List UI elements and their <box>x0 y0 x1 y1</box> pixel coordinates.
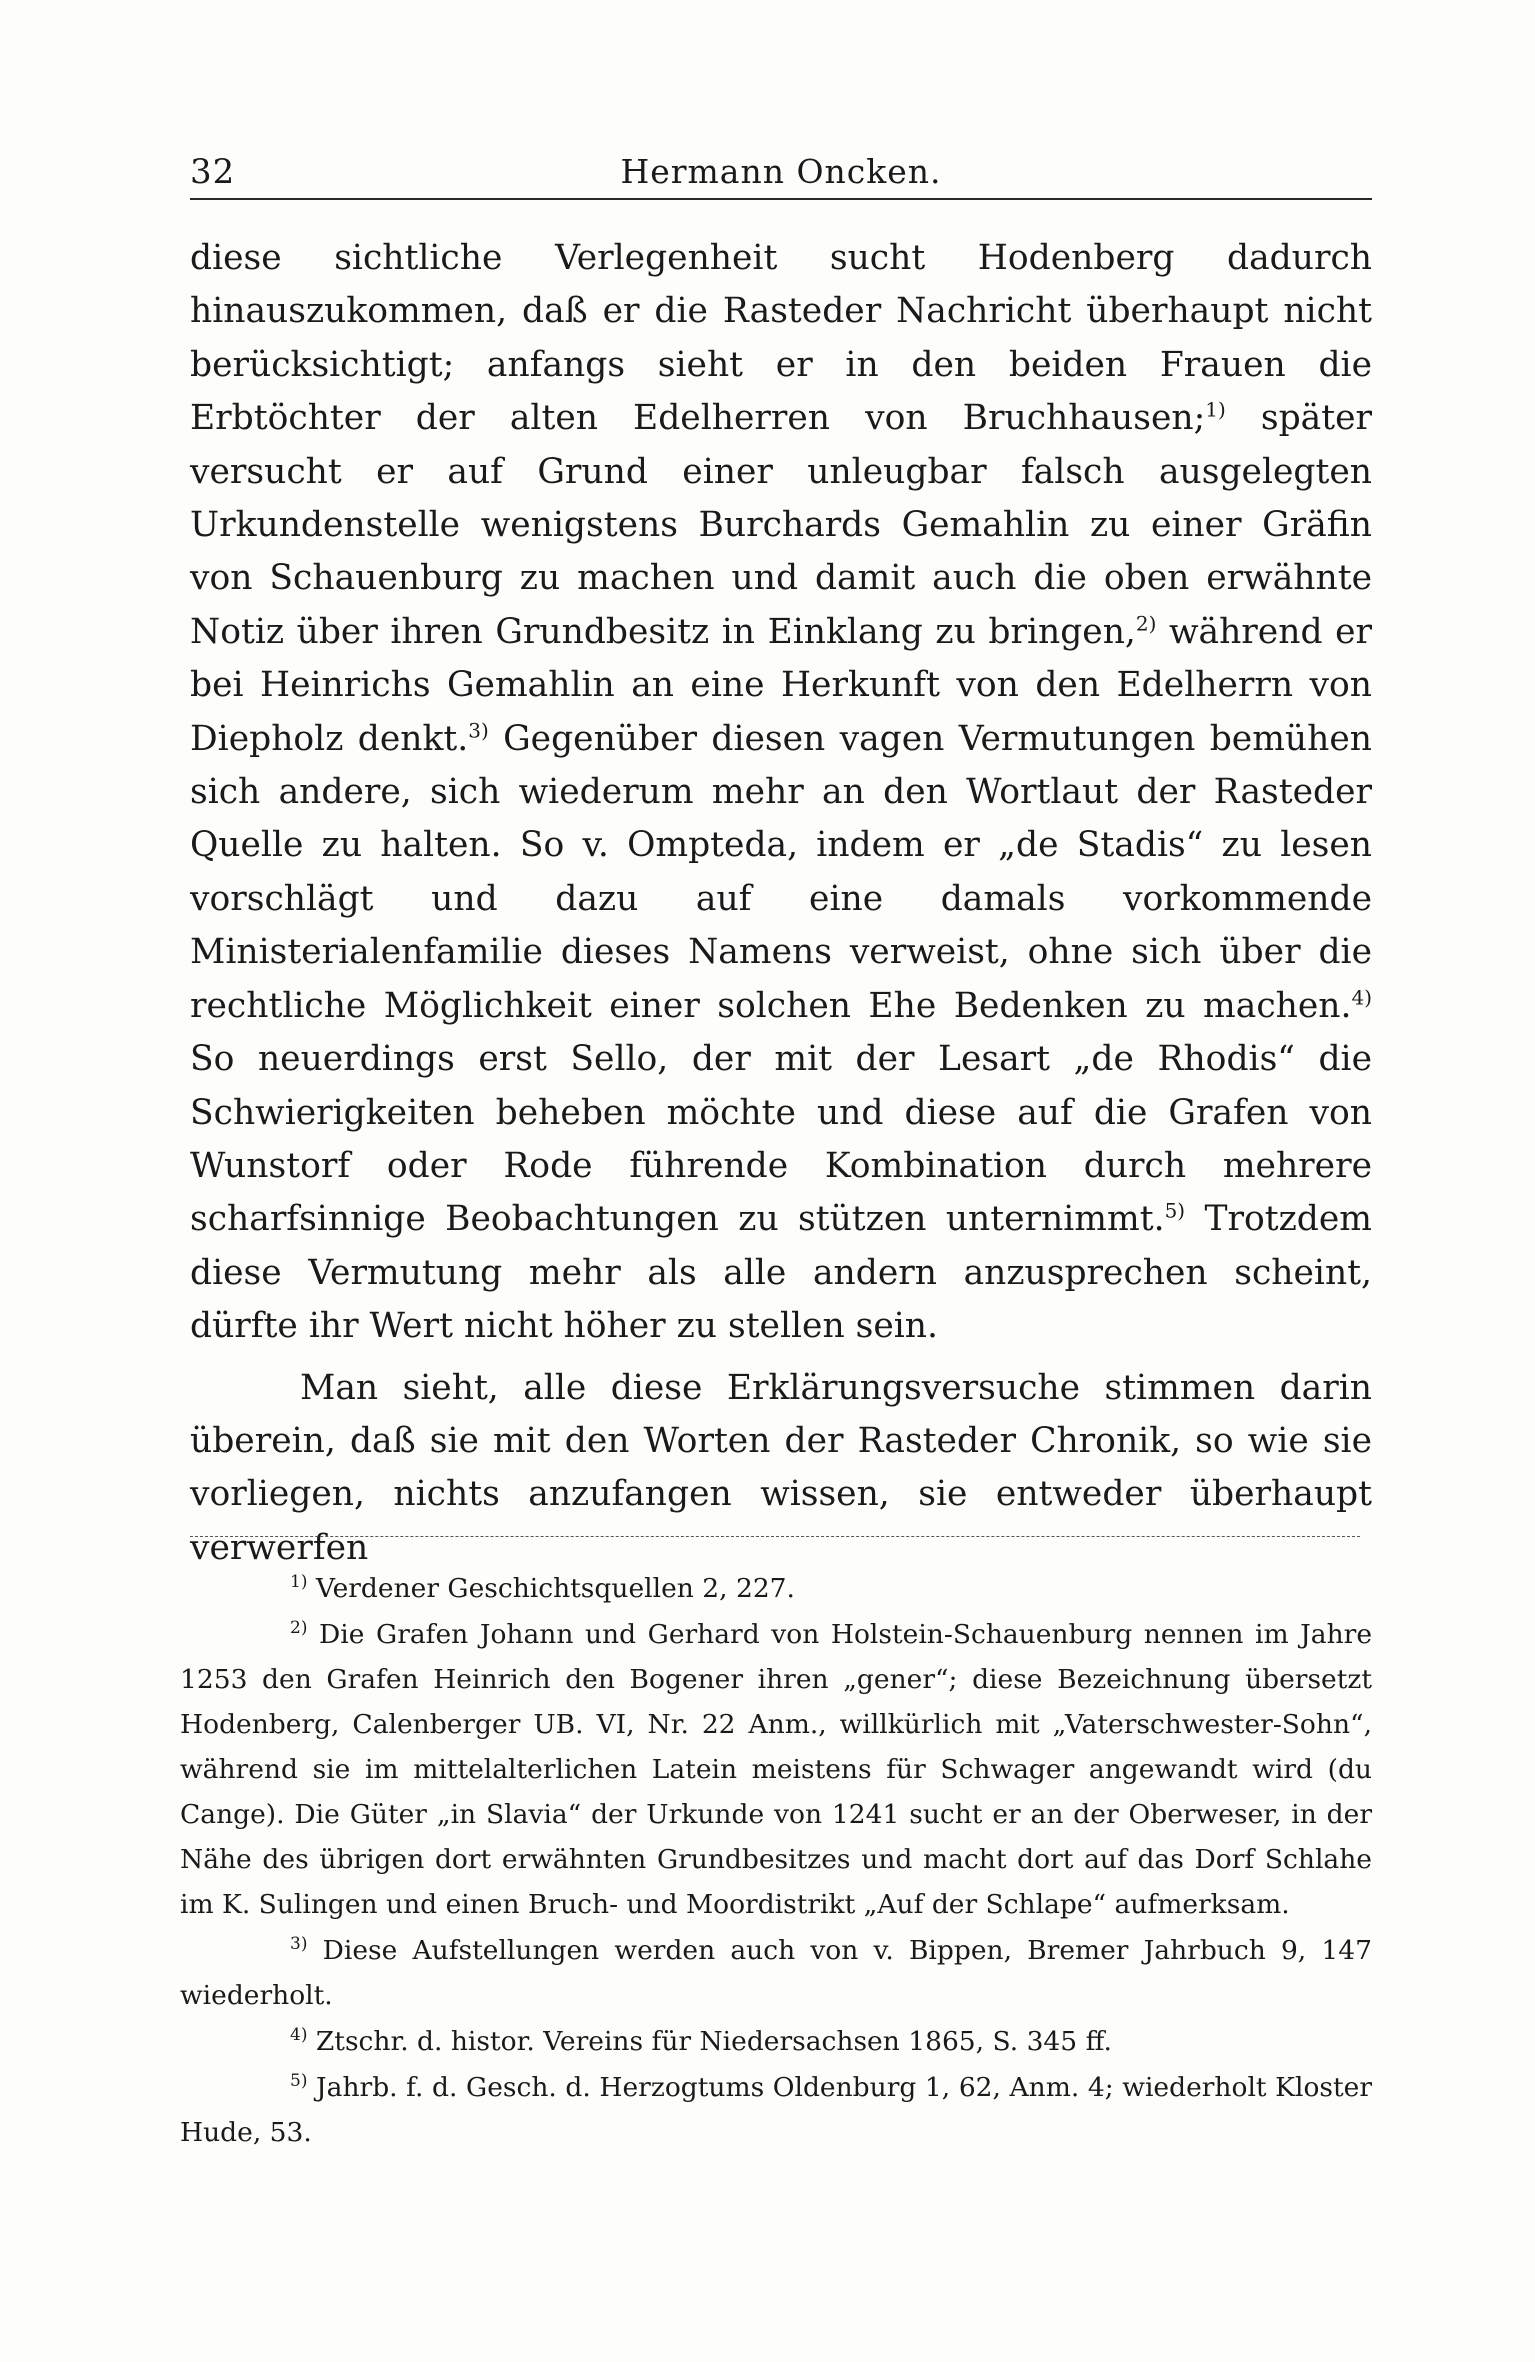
paragraph-1-part-d: Gegenüber diesen vagen Vermutungen bemühen sich andere, sich wiederum mehr an den Wortlaut der Rasteder Quelle zu halten. So v. Ompteda, indem er „de Stadis“ zu lesen vorschlägt und dazu auf eine damals vorkommende Ministerialenfamilie dieses Namens verweist, ohne sich über die rechtliche Möglichkeit einer solchen Ehe Bedenken zu machen. <box>190 718 1372 1026</box>
paragraph-1-part-b: später versucht er auf Grund einer unleugbar falsch ausgelegten Urkundenstelle wenigstens Burchards Gemahlin zu einer Gräfin von Schauenburg zu machen und damit auch die oben erwähnte Notiz über ihren Grundbesitz in Einklang zu bringen, <box>190 398 1372 652</box>
footnote-4-mark: 4) <box>290 2025 308 2046</box>
footnote-ref-2[interactable]: 2) <box>1135 611 1157 636</box>
paragraph-1-part-a: diese sichtliche Verlegenheit sucht Hodenberg dadurch hinauszukommen, daß er die Rasteder Nachricht überhaupt nicht berücksichtigt; anfangs sieht er in den beiden Frauen die Erbtöchter der alten Edelherren von Bruchhausen; <box>190 238 1372 439</box>
running-head: Hermann Oncken. <box>620 152 942 191</box>
paragraph-2: Man sieht, alle diese Erklärungsversuche stimmen darin überein, daß sie mit den Worten der Rasteder Chronik, so wie sie vorliegen, nichts anzufangen wissen, sie entweder überhaupt verwerfen <box>190 1367 1372 1568</box>
footnote-2-text: Die Grafen Johann und Gerhard von Holstein-Schauenburg nennen im Jahre 1253 den Grafen Heinrich den Bogener ihren „gener“; diese Bezeichnung übersetzt Hodenberg, Calenberger UB. VI, Nr. 22 Anm., willkürlich mit „Vaterschwester-Sohn“, während sie im mittelalterlichen Latein meistens für Schwager angewandt wird (du Cange). Die Güter „in Slavia“ der Urkunde von 1241 sucht er an der Oberweser, in der Nähe des übrigen dort erwähnten Grundbesitzes und macht dort auf das Dorf Schlahe im K. Sulingen und einen Bruch- und Moordistrikt „Auf der Schlape“ aufmerksam. <box>180 1619 1372 1920</box>
footnote-3 <box>180 1928 1372 2018</box>
footnote-ref-3[interactable]: 3) <box>468 718 489 743</box>
footnote-3-text: Diese Aufstellungen werden auch von v. Bippen, Bremer Jahrbuch 9, 147 wiederholt. <box>180 1935 1372 2011</box>
footnote-ref-1[interactable]: 1) <box>1205 397 1226 422</box>
page-header <box>190 150 1372 200</box>
footnote-3-mark: 3) <box>290 1934 308 1955</box>
footnote-4 <box>180 2019 1372 2064</box>
footnotes <box>180 1566 1372 2156</box>
paragraph-1-part-f: Trotzdem diese Vermutung mehr als alle andern anzusprechen scheint, dürfte ihr Wert nicht höher zu stellen sein. <box>190 1199 1372 1347</box>
main-text <box>190 232 1372 1575</box>
paragraph-1-part-c: während er bei Heinrichs Gemahlin an eine Herkunft von den Edelherrn von Diepholz denkt. <box>190 611 1373 759</box>
footnote-4-text: Ztschr. d. histor. Vereins für Niedersachsen 1865, S. 345 ff. <box>307 2026 1112 2057</box>
footnote-ref-4[interactable]: 4) <box>1351 985 1372 1010</box>
footnote-divider <box>190 1536 1360 1537</box>
footnote-2 <box>180 1612 1372 1927</box>
footnote-1-mark: 1) <box>290 1572 308 1593</box>
footnote-2-mark: 2) <box>290 1618 308 1639</box>
footnote-5-text: Jahrb. f. d. Gesch. d. Herzogtums Oldenburg 1, 62, Anm. 4; wiederholt Kloster Hude, 53. <box>180 2072 1372 2148</box>
footnote-5-mark: 5) <box>290 2071 308 2092</box>
footnote-5 <box>180 2065 1372 2155</box>
page-number: 32 <box>190 152 236 192</box>
paragraph-1-part-e: So neuerdings erst Sello, der mit der Lesart „de Rhodis“ die Schwierigkeiten beheben möchte und diese auf die Grafen von Wunstorf oder Rode führende Kombination durch mehrere scharfsinnige Beobachtungen zu stützen unternimmt. <box>190 1039 1372 1240</box>
footnote-ref-5[interactable]: 5) <box>1164 1198 1186 1223</box>
paragraph-1 <box>190 232 1372 1354</box>
footnote-1-text: Verdener Geschichtsquellen 2, 227. <box>307 1573 795 1604</box>
footnote-1 <box>180 1566 1372 1611</box>
